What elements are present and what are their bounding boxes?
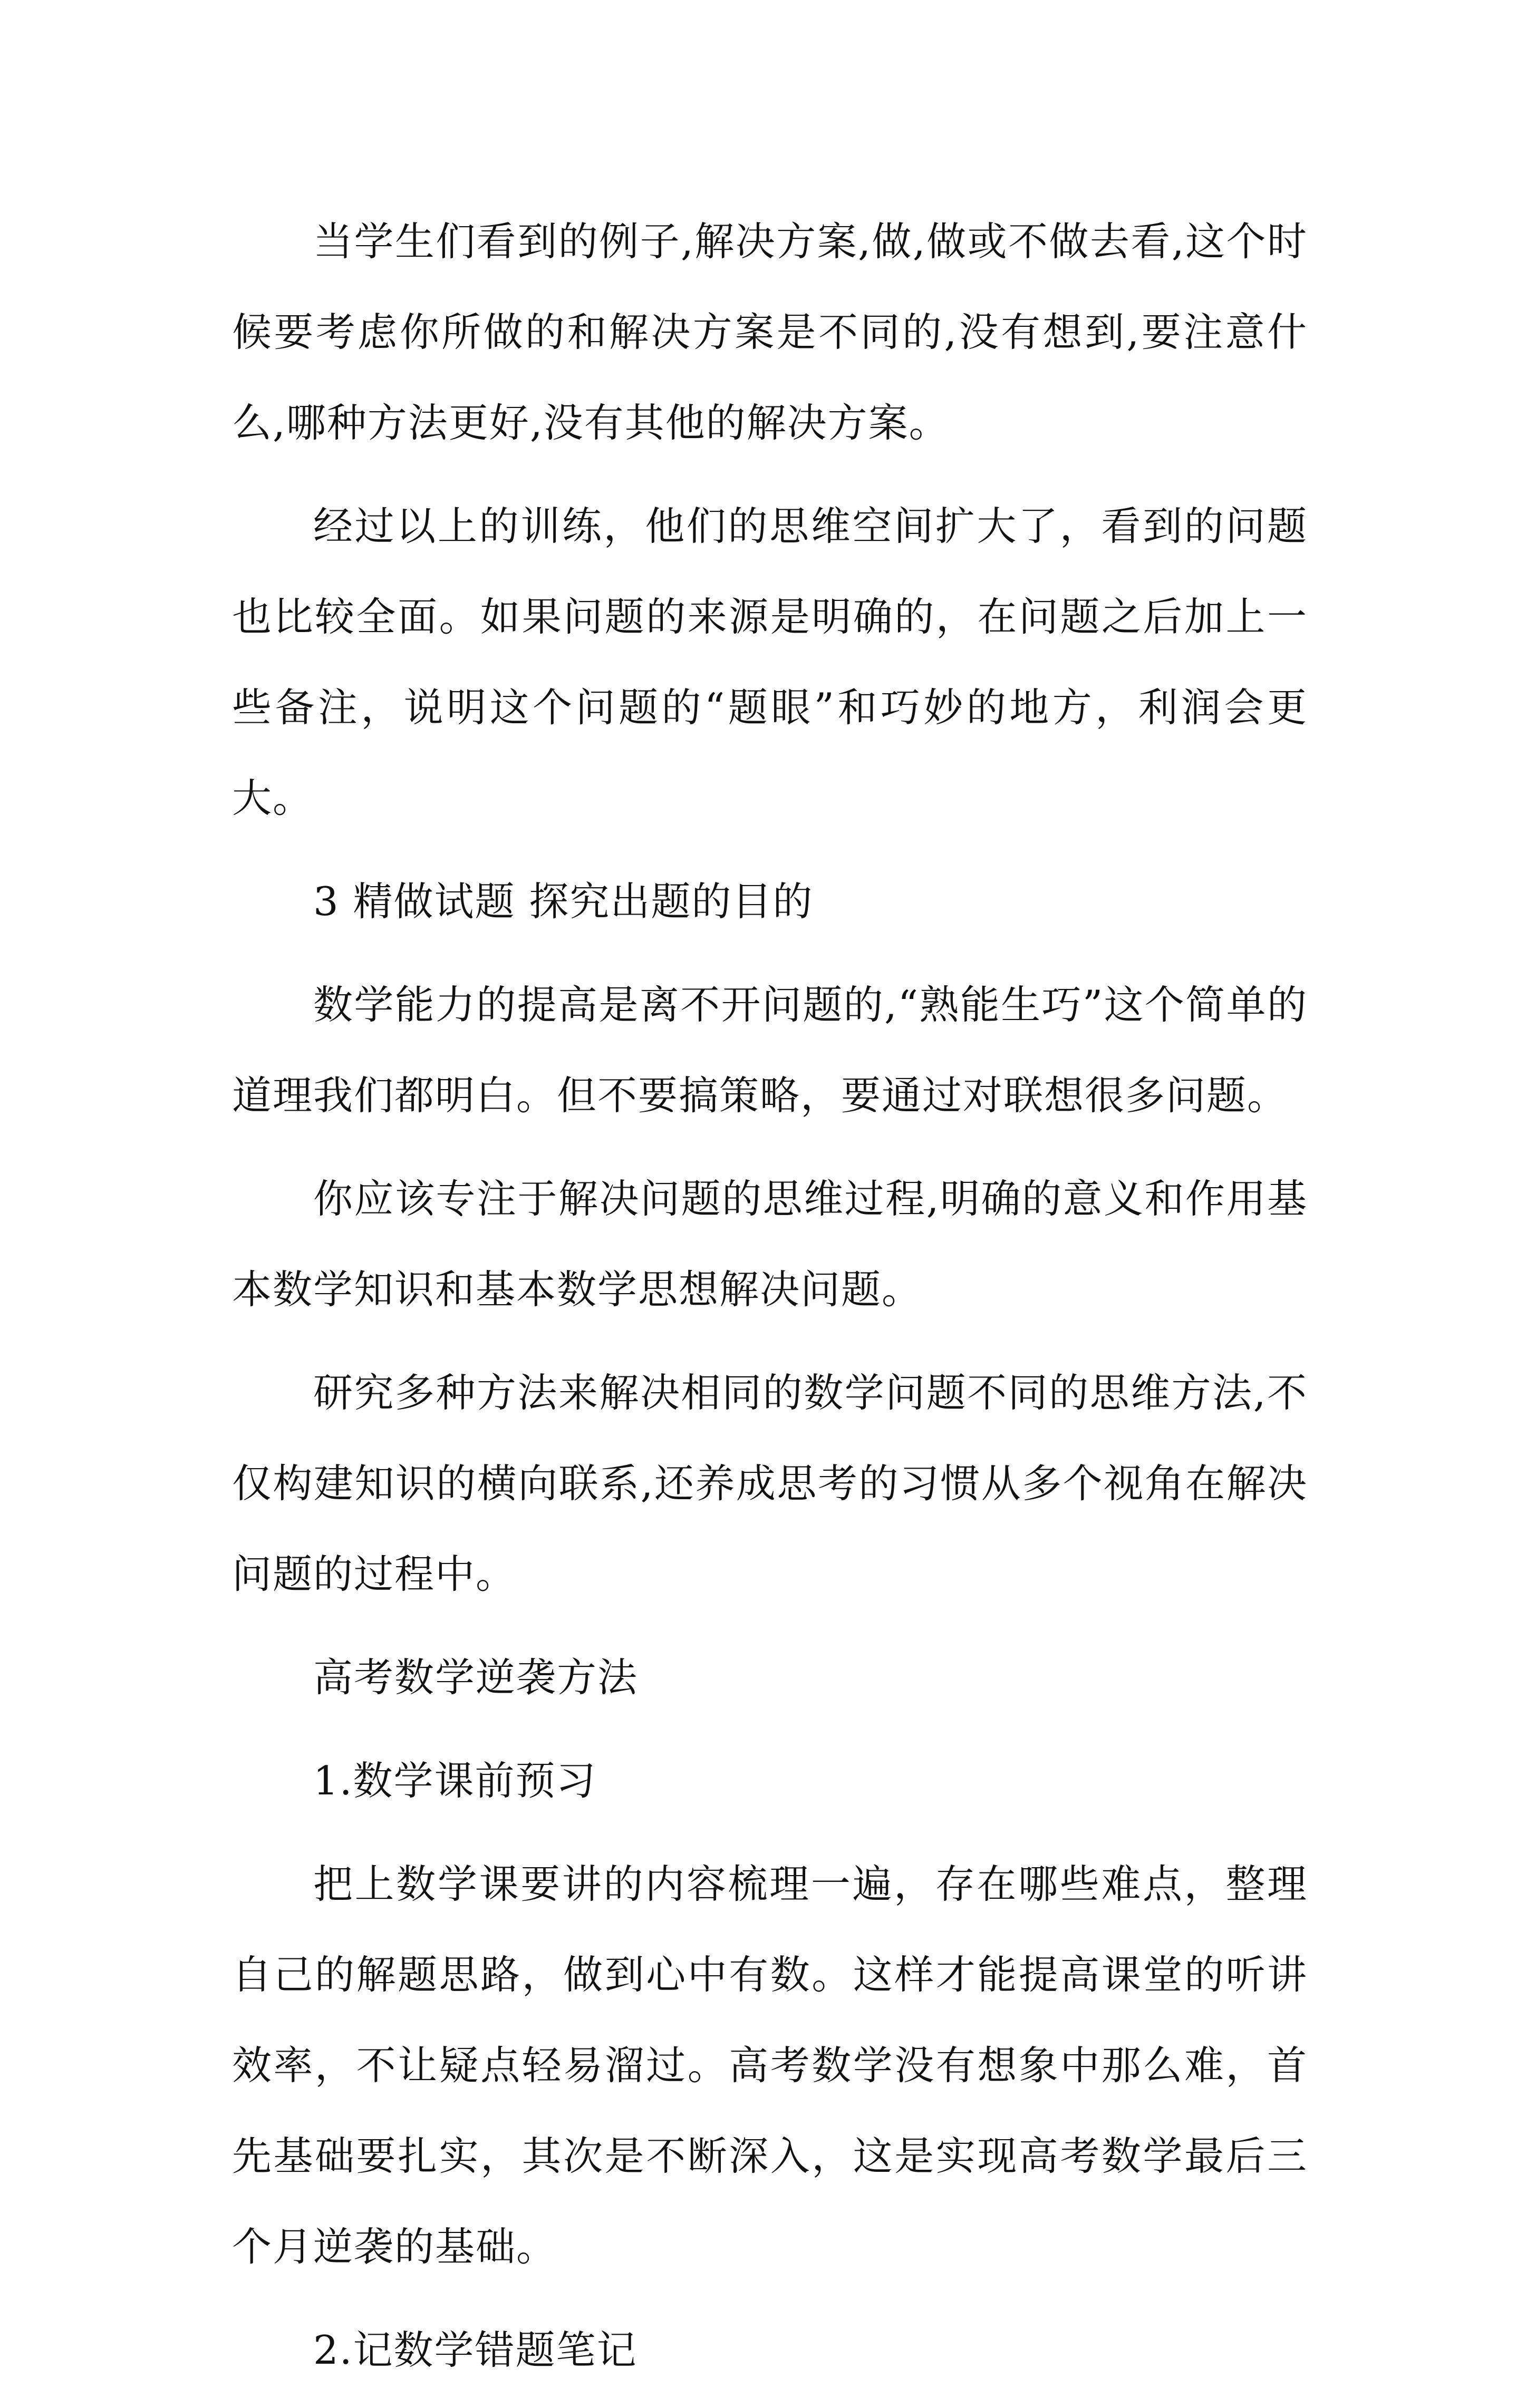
paragraph-training: 经过以上的训练，他们的思维空间扩大了，看到的问题也比较全面。如果问题的来源是明确的，在问题之后加上一些备注，说明这个问题的“题眼”和巧妙的地方，利润会更大。 [232,503,1308,821]
paragraph-focus: 你应该专注于解决问题的思维过程,明确的意义和作用基本数学知识和基本数学思想解决问题。 [232,1176,1308,1313]
paragraph-methods: 研究多种方法来解决相同的数学问题不同的思维方法,不仅构建知识的横向联系,还养成思考的习惯从多个视角在解决问题的过程中。 [232,1370,1308,1597]
subheading-error-notes: 2.记数学错题笔记 [313,2327,638,2373]
section-heading-comeback: 高考数学逆袭方法 [313,1654,639,1701]
paragraph-ability: 数学能力的提高是离不开问题的,“熟能生巧”这个简单的道理我们都明白。但不要搞策略，要通过对联想很多问题。 [232,982,1308,1119]
subheading-preview: 1.数学课前预习 [313,1758,597,1804]
document-body [232,196,1308,2408]
paragraph-solutions: 当学生们看到的例子,解决方案,做,做或不做去看,这个时候要考虑你所做的和解决方案是不同的,没有想到,要注意什么,哪种方法更好,没有其他的解决方案。 [232,218,1308,446]
paragraph-preview: 把上数学课要讲的内容梳理一遍，存在哪些难点，整理自己的解题思路，做到心中有数。这样才能提高课堂的听讲效率，不让疑点轻易溜过。高考数学没有想象中那么难，首先基础要扎实，其次是不断深入，这是实现高考数学最后三个月逆袭的基础。 [232,1861,1308,2270]
section-heading-practice: 3 精做试题 探究出题的目的 [313,878,814,925]
